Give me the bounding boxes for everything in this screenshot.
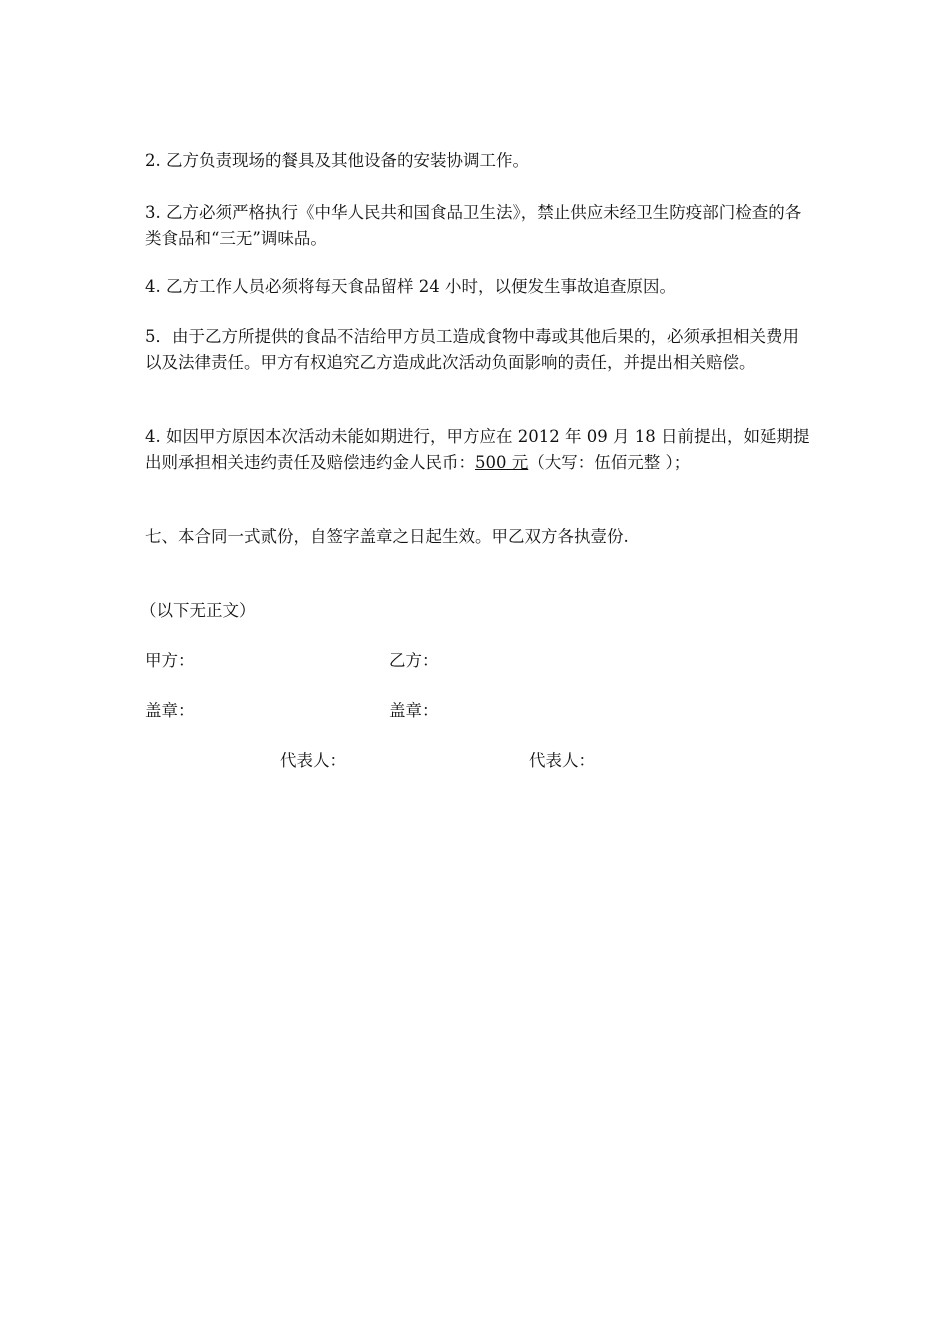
penalty-amount-uppercase: （大写：伍佰元整 ）； (528, 453, 691, 472)
clause-4: 4. 乙方工作人员必须将每天食品留样 24 小时，以便发生事故追查原因。 (145, 277, 676, 296)
clause-delay (145, 424, 815, 476)
party-b-label: 乙方： (389, 651, 439, 670)
end-of-text-note: （以下无正文） (140, 601, 256, 620)
party-b-representative-label: 代表人： (529, 751, 595, 770)
party-a-seal-label: 盖章： (145, 701, 195, 720)
party-a-representative-label: 代表人： (280, 751, 346, 770)
section-7: 七、本合同一式贰份，自签字盖章之日起生效。甲乙双方各执壹份. (145, 527, 629, 546)
clause-3: 3. 乙方必须严格执行《中华人民共和国食品卫生法》，禁止供应未经卫生防疫部门检查的各类食品和“三无”调味品。 (145, 203, 802, 248)
party-a-label: 甲方： (145, 651, 195, 670)
penalty-amount: 500 元 (475, 453, 529, 472)
clause-delay-text: 4. 如因甲方原因本次活动未能如期进行，甲方应在 2012 年 09 月 18 日前提出，如延期提出则承担相关违约责任及赔偿违约金人民币： (145, 427, 810, 472)
party-b-seal-label: 盖章： (389, 701, 439, 720)
clause-5: 5．由于乙方所提供的食品不洁给甲方员工造成食物中毒或其他后果的，必须承担相关费用以及法律责任。甲方有权追究乙方造成此次活动负面影响的责任，并提出相关赔偿。 (145, 327, 799, 372)
clause-2: 2. 乙方负责现场的餐具及其他设备的安装协调工作。 (145, 151, 529, 170)
